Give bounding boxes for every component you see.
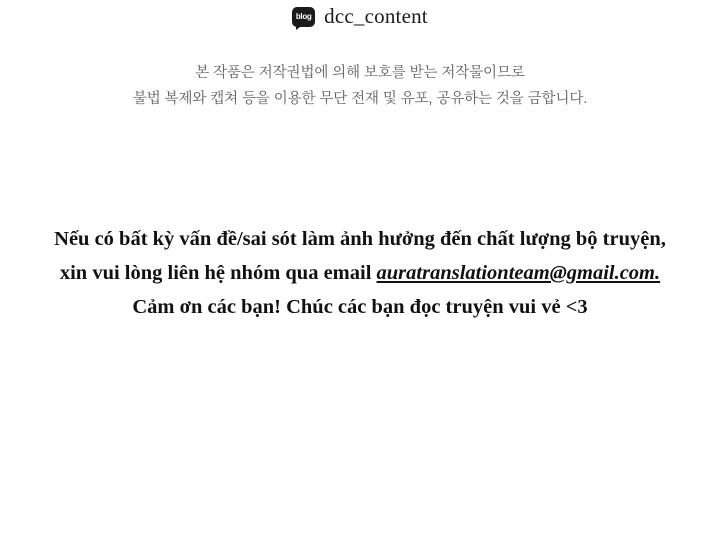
blog-handle-row <box>0 4 720 29</box>
translator-message-line-2-text: xin vui lòng liên hệ nhóm qua email <box>59 262 377 284</box>
copyright-notice <box>0 60 720 112</box>
blog-badge-icon <box>292 7 315 27</box>
translator-message <box>0 222 720 324</box>
translator-message-line-3: Cảm ơn các bạn! Chúc các bạn đọc truyện vui vẻ <3 <box>132 296 588 318</box>
translator-message-line-2 <box>0 256 720 290</box>
copyright-notice-line-1: 본 작품은 저작권법에 의해 보호를 받는 저작물이므로 <box>195 65 525 81</box>
blog-badge-label: blog <box>295 11 312 21</box>
translator-message-line-1: Nếu có bất kỳ vấn đề/sai sót làm ảnh hưởng đến chất lượng bộ truyện, <box>54 228 666 250</box>
blog-handle-name: dcc_content <box>324 4 428 28</box>
contact-email[interactable]: auratranslationteam@gmail.com. <box>376 262 661 284</box>
copyright-notice-line-2: 불법 복제와 캡쳐 등을 이용한 무단 전재 및 유포, 공유하는 것을 금합니다. <box>132 91 588 107</box>
